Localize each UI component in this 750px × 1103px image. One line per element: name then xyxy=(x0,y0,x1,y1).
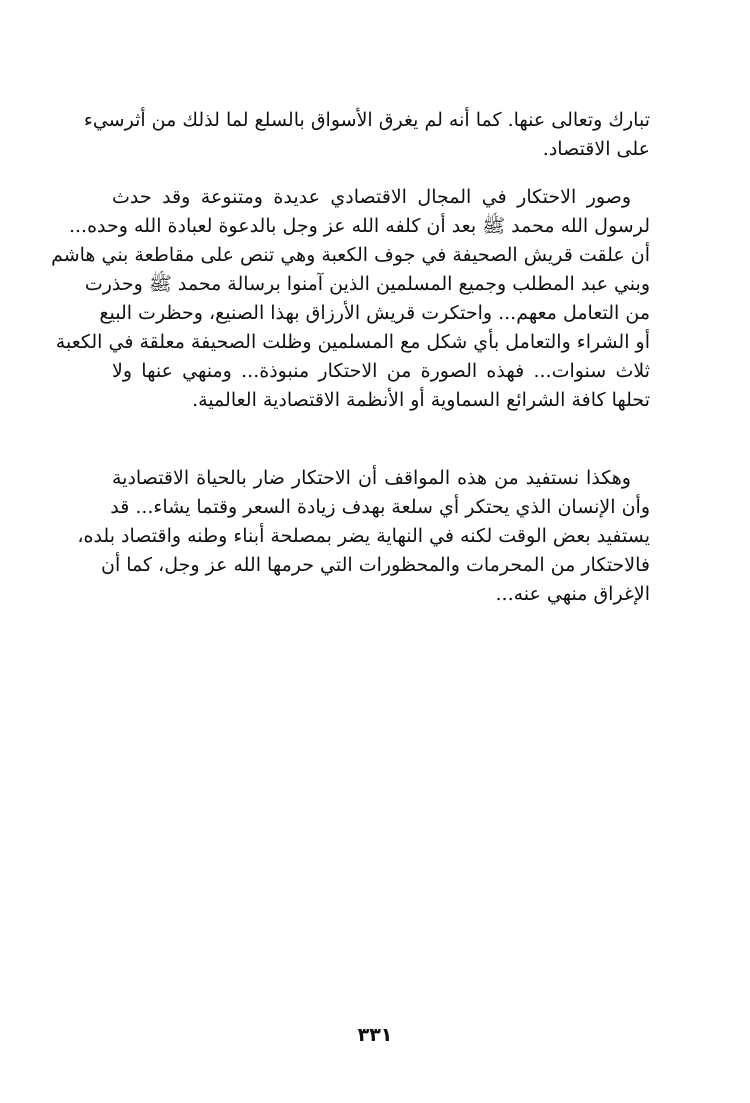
paragraph-1 xyxy=(83,109,650,169)
text-line: يستفيد بعض الوقت لكنه في النهاية يضر بمصلحة أبناء وطنه واقتصاد بلده، xyxy=(77,525,650,547)
text-line: تبارك وتعالى عنها. كما أنه لم يغرق الأسواق بالسلع لما لذلك من أثرسيء xyxy=(83,109,650,131)
text-line: وهكذا نستفيد من هذه المواقف أن الاحتكار ضار بالحياة الاقتصادية xyxy=(112,467,631,489)
text-line: على الاقتصاد. xyxy=(542,138,650,160)
text-line: وصور الاحتكار في المجال الاقتصادي عديدة ومتنوعة وقد حدث xyxy=(112,186,631,208)
page-number: ٣٣١ xyxy=(357,1024,393,1046)
text-line: فالاحتكار من المحرمات والمحظورات التي حرمها الله عز وجل، كما أن xyxy=(100,554,650,576)
paragraph-2 xyxy=(51,186,650,420)
text-line: أو الشراء والتعامل بأي شكل مع المسلمين وظلت الصحيفة معلقة في الكعبة xyxy=(55,331,650,353)
text-line: لرسول الله محمد ﷺ بعد أن كلفه الله عز وجل بالدعوة لعبادة الله وحده... xyxy=(68,215,650,237)
text-line: الإغراق منهي عنه... xyxy=(495,583,650,605)
text-line: ثلاث سنوات... فهذه الصورة من الاحتكار منبوذة... ومنهي عنها ولا xyxy=(112,360,650,382)
text-line: وأن الإنسان الذي يحتكر أي سلعة بهدف زيادة السعر وقتما يشاء... قد xyxy=(110,496,650,518)
text-line: تحلها كافة الشرائع السماوية أو الأنظمة الاقتصادية العالمية. xyxy=(192,389,650,411)
text-line: أن علقت قريش الصحيفة في جوف الكعبة وهي تنص على مقاطعة بني هاشم xyxy=(51,244,650,266)
text-line: من التعامل معهم... واحتكرت قريش الأرزاق بهذا الصنيع، وحظرت البيع xyxy=(99,302,650,324)
paragraph-3 xyxy=(77,467,650,614)
text-line: وبني عبد المطلب وجميع المسلمين الذين آمنوا برسالة محمد ﷺ وحذرت xyxy=(84,273,650,295)
